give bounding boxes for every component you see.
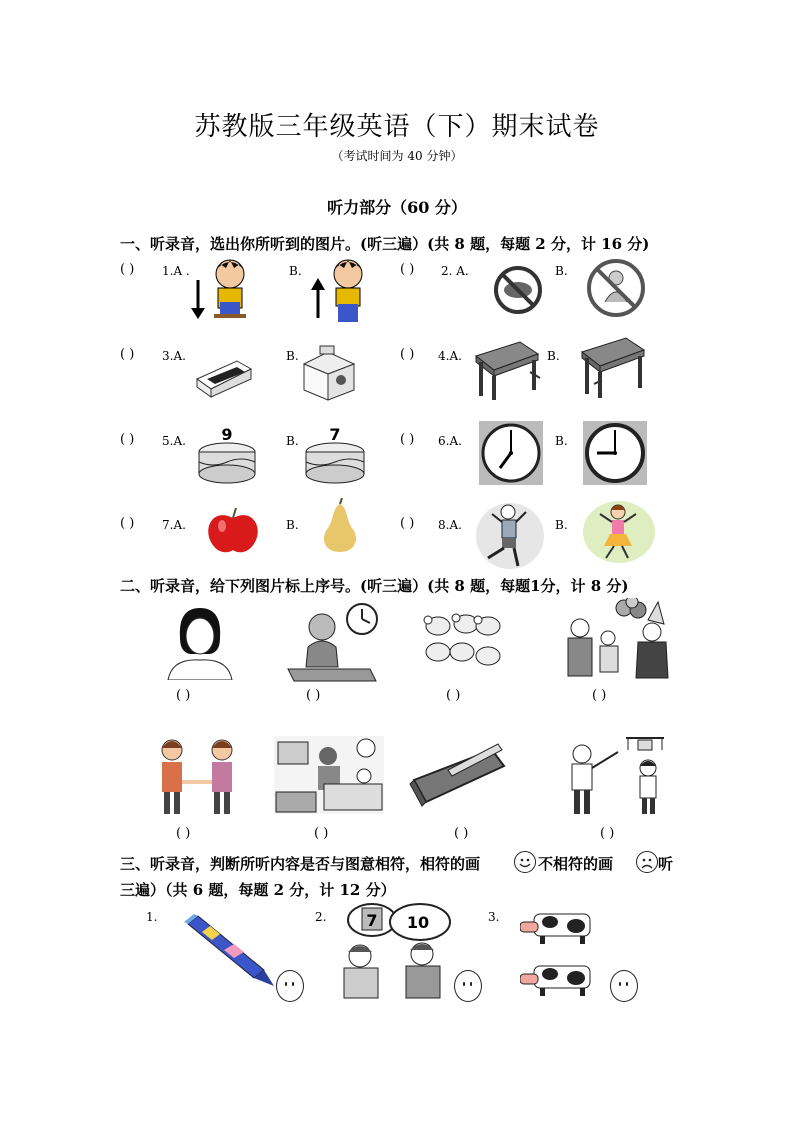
birthday-party-image xyxy=(560,598,670,680)
numbering-blank[interactable]: ( ) xyxy=(176,688,191,703)
smiley-face-icon xyxy=(514,851,536,873)
cow-image xyxy=(520,958,604,998)
item3-label: 3.A. xyxy=(162,349,186,363)
answer-face-circle[interactable] xyxy=(454,970,482,1002)
pear-image xyxy=(318,498,362,554)
pencil-case-image xyxy=(408,740,508,810)
answer-blank[interactable]: ( ) xyxy=(120,432,135,447)
answer-blank[interactable]: ( ) xyxy=(400,516,415,531)
item8-option-b: B. xyxy=(555,518,568,532)
clock-nine-image xyxy=(582,420,648,486)
item6-label: 6.A. xyxy=(438,434,462,448)
item5-label: 5.A. xyxy=(162,434,186,448)
birthday-cake-seven-image xyxy=(302,422,368,486)
item7-option-b: B. xyxy=(286,518,299,532)
svg-text:9: 9 xyxy=(221,425,233,444)
boy-dancing-image xyxy=(474,500,546,570)
exam-duration: （考试时间为 40 分钟） xyxy=(331,149,463,163)
answer-face-circle[interactable] xyxy=(276,970,304,1002)
numbering-blank[interactable]: ( ) xyxy=(600,826,615,841)
item5-option-b: B. xyxy=(286,434,299,448)
no-bread-sign-image xyxy=(490,264,546,316)
sad-face-icon xyxy=(636,851,658,873)
bubble-number-seven: 7 xyxy=(366,911,378,930)
section1-heading: 一、听录音，选出你所听到的图片。(听三遍）(共 8 题，每题 2 分，计 16 分) xyxy=(120,235,650,253)
listening-part-heading: 听力部分（60 分） xyxy=(327,198,467,217)
section3-heading-line2: 三遍）（共 6 题，每题 2 分，计 12 分） xyxy=(120,881,396,899)
woman-portrait-image xyxy=(162,604,238,680)
judge-item1-label: 1. xyxy=(146,910,158,924)
answer-face-circle[interactable] xyxy=(610,970,638,1002)
birthday-cake-nine-image xyxy=(195,422,259,486)
page-title: 苏教版三年级英语（下）期末试卷 xyxy=(194,112,600,142)
item1-label: 1.A . xyxy=(162,264,190,278)
section3-heading-line1 xyxy=(120,853,480,874)
judge-item2-label: 2. xyxy=(315,910,327,924)
numbering-blank[interactable]: ( ) xyxy=(176,826,191,841)
item3-option-b: B. xyxy=(286,349,299,363)
item2-option-b: B. xyxy=(555,264,568,278)
judge-item3-label: 3. xyxy=(488,910,500,924)
numbering-blank[interactable]: ( ) xyxy=(314,826,329,841)
desk-pencil-under-image xyxy=(578,334,648,400)
item1-option-b: B. xyxy=(289,264,302,278)
cow-image xyxy=(520,906,604,946)
item8-label: 8.A. xyxy=(438,518,462,532)
hens-image xyxy=(422,608,504,674)
boy-stand-up-image xyxy=(306,256,376,326)
clock-seven-image xyxy=(478,420,544,486)
item6-option-b: B. xyxy=(555,434,568,448)
answer-blank[interactable]: ( ) xyxy=(400,347,415,362)
boy-sit-down-image xyxy=(188,256,258,322)
mother-child-bed-image xyxy=(274,736,384,814)
numbering-blank[interactable]: ( ) xyxy=(454,826,469,841)
no-person-sign-image xyxy=(585,256,647,320)
kids-counting-image xyxy=(334,900,454,1000)
section3-heading-part-b: 不相符的画 xyxy=(538,855,614,873)
item2-label: 2. A. xyxy=(441,264,469,278)
girl-dancing-image xyxy=(582,500,656,564)
svg-text:7: 7 xyxy=(329,425,341,444)
item4-label: 4.A. xyxy=(438,349,462,363)
eraser-image xyxy=(193,357,255,399)
section3-heading-part-c: 听 xyxy=(658,855,674,873)
numbering-blank[interactable]: ( ) xyxy=(446,688,461,703)
desk-with-pencil-image xyxy=(472,336,544,402)
section2-heading: 二、听录音，给下列图片标上序号。(听三遍）(共 8 题，每题1分，计 8 分) xyxy=(120,577,629,595)
answer-blank[interactable]: ( ) xyxy=(400,262,415,277)
item7-label: 7.A. xyxy=(162,518,186,532)
answer-blank[interactable]: ( ) xyxy=(120,516,135,531)
apple-image xyxy=(204,504,262,556)
boy-girl-pointing-image xyxy=(564,734,668,816)
item4-option-b: B. xyxy=(547,349,560,363)
crayon-image xyxy=(184,914,276,988)
answer-blank[interactable]: ( ) xyxy=(120,347,135,362)
answer-blank[interactable]: ( ) xyxy=(400,432,415,447)
bubble-number-ten: 10 xyxy=(406,913,430,932)
answer-blank[interactable]: ( ) xyxy=(120,262,135,277)
milk-carton-image xyxy=(298,342,360,404)
two-girls-image xyxy=(154,734,242,816)
section3-heading-part-a: 三、听录音，判断所听内容是否与图意相符，相符的画 xyxy=(120,855,481,873)
boy-eating-clock-image xyxy=(286,601,382,685)
numbering-blank[interactable]: ( ) xyxy=(592,688,607,703)
numbering-blank[interactable]: ( ) xyxy=(306,688,321,703)
